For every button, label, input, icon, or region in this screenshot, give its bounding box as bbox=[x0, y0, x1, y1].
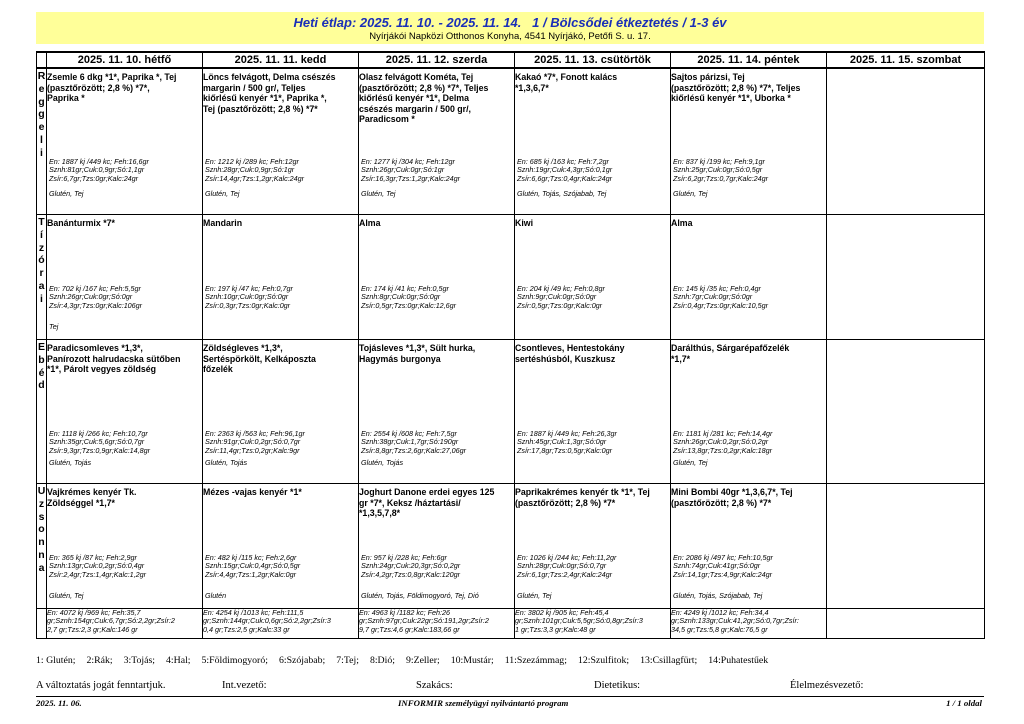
day-header-mon: 2025. 11. 10. hétfő bbox=[47, 52, 203, 68]
meal-label-letter: g bbox=[38, 108, 45, 121]
meal-label-letter: i bbox=[40, 292, 43, 305]
kitchen-address: Nyírjákói Napközi Otthonos Konyha, 4541 Nyírjákó, Petőfi S. u. 17. bbox=[369, 31, 651, 42]
allergen-text: Glutén, Tej bbox=[517, 591, 552, 600]
menu-cell bbox=[515, 484, 671, 609]
menu-cell bbox=[203, 215, 359, 340]
nutrition-text: En: 204 kj /49 kc; Feh:0,8gr Sznh:9gr;Cuk:0gr;Só:0gr Zsír:0,5gr;Tzs:0gr;Kalc:0gr bbox=[517, 284, 605, 310]
dish-text: Alma bbox=[671, 218, 693, 228]
day-header-tue: 2025. 11. 11. kedd bbox=[203, 52, 359, 68]
meal-label-letter: l bbox=[40, 133, 43, 146]
corner-cell bbox=[37, 52, 47, 68]
dish-text: Joghurt Danone erdei egyes 125 gr *7*, Keksz /háztartási/ *1,3,5,7,8* bbox=[359, 487, 495, 519]
day-header-row bbox=[37, 52, 985, 68]
allergen-text: Glutén, Tojás, Szójabab, Tej bbox=[517, 189, 607, 198]
menu-cell bbox=[203, 484, 359, 609]
allergen-text: Glutén, Tojás bbox=[361, 458, 404, 467]
dish-text: Olasz felvágott Kométa, Tej (pasztőrözött; 2,8 %) *7*, Teljes kiőrlésű kenyér *1*, Delma csészés margarin / 500 gr/, Paradicsom * bbox=[359, 72, 489, 125]
menu-cell bbox=[47, 484, 203, 609]
allergen-text: Glutén, Tej bbox=[49, 591, 84, 600]
meal-label-letter: R bbox=[37, 70, 46, 82]
meal-row-afternoon-snack bbox=[37, 484, 985, 609]
menu-cell bbox=[671, 340, 827, 484]
dish-text: Csontleves, Hentestokány sertéshúsból, Kuszkusz bbox=[515, 343, 625, 364]
meal-label-letter: z bbox=[38, 497, 45, 510]
allergen-text: Glutén, Tej bbox=[49, 189, 84, 198]
meal-label-letter: ó bbox=[38, 254, 45, 267]
legend-item: 8:Dió; bbox=[369, 655, 395, 666]
page-counter: 1 / 1 oldal bbox=[946, 698, 982, 708]
nutrition-text: En: 837 kj /199 kc; Feh:9,1gr Sznh:25gr;Cuk:0gr;Só:0,5gr Zsír:6,2gr;Tzs:0,7gr;Kalc:24gr bbox=[673, 157, 769, 183]
dish-text: Tojásleves *1,3*, Sült hurka, Hagymás burgonya bbox=[359, 343, 476, 364]
menu-cell bbox=[827, 68, 985, 215]
allergen-text: Glutén, Tojás bbox=[49, 458, 92, 467]
nutrition-text: En: 957 kj /228 kc; Feh:6gr Sznh:24gr;Cuk:20,3gr;Só:0,2gr Zsír:4,2gr;Tzs:0,8gr;Kalc:120gr bbox=[361, 553, 461, 579]
legend-item: 1: Glutén; bbox=[36, 655, 76, 666]
dish-text: Vajkrémes kenyér Tk. Zöldséggel *1,7* bbox=[47, 487, 137, 508]
nutrition-text: En: 197 kj /47 kc; Feh:0,7gr Sznh:10gr;Cuk:0gr;Só:0gr Zsír:0,3gr;Tzs:0gr;Kalc:0gr bbox=[205, 284, 293, 310]
catering-signature-label: Élelmezésvezető: bbox=[790, 680, 864, 691]
meal-label-letter: a bbox=[38, 561, 45, 574]
nutrition-text: En: 2363 kj /563 kc; Feh:96,1gr Sznh:91gr;Cuk:0,2gr;Só:0,7gr Zsír:11,4gr;Tzs:0,2gr;Kalc:9gr bbox=[205, 429, 305, 455]
nutrition-text: En: 702 kj /167 kc; Feh:5,5gr Sznh:26gr;Cuk:0gr;Só:0gr Zsír:4,3gr;Tzs:0gr;Kalc:106gr bbox=[49, 284, 143, 310]
dish-text: Mézes -vajas kenyér *1* bbox=[203, 487, 302, 497]
total-label-cell bbox=[37, 609, 47, 639]
dish-text: Paradicsomleves *1,3*, Panírozott halrudacska sütőben *1*, Párolt vegyes zöldség bbox=[47, 343, 181, 375]
dish-text: Kakaó *7*, Fonott kalács *1,3,6,7* bbox=[515, 72, 618, 93]
meal-label-letter: s bbox=[38, 510, 45, 523]
meal-label-snack bbox=[37, 215, 47, 340]
daily-total: En: 4254 kj /1013 kc; Feh:111,5 gr;Sznh:144gr;Cuk:0,6gr;Só:2,2gr;Zsír:3 0,4 gr;Tzs:2,5 gr;Kalc:33 gr bbox=[203, 609, 359, 639]
menu-cell bbox=[203, 68, 359, 215]
meal-label-letter: E bbox=[37, 341, 45, 353]
dish-text: Alma bbox=[359, 218, 381, 228]
dish-text: Zsemle 6 dkg *1*, Paprika *, Tej (pasztőrözött; 2,8 %) *7*, Paprika * bbox=[47, 72, 177, 104]
dish-text: Sajtos párizsi, Tej (pasztőrözött; 2,8 %) *7*, Teljes kiőrlésű kenyér *1*, Uborka * bbox=[671, 72, 801, 104]
dish-text bbox=[827, 215, 984, 218]
nutrition-text: En: 685 kj /163 kc; Feh:7,2gr Sznh:19gr;Cuk:4,3gr;Só:0,1gr Zsír:6,6gr;Tzs:0,4gr;Kalc:24gr bbox=[517, 157, 613, 183]
dish-text: Banánturmix *7* bbox=[47, 218, 115, 228]
day-header-thu: 2025. 11. 13. csütörtök bbox=[515, 52, 671, 68]
daily-total: En: 4072 kj /969 kc; Feh:35,7 gr;Sznh:154gr;Cuk:6,7gr;Só:2,2gr;Zsír:2 2,7 gr;Tzs:2,3 gr;Kalc:146 gr bbox=[47, 609, 203, 639]
meal-label-letter: r bbox=[39, 267, 44, 280]
legend-item: 13:Csillagfürt; bbox=[640, 655, 698, 666]
dish-text: Darálthús, Sárgarépafőzelék *1,7* bbox=[671, 343, 790, 364]
allergen-text: Glutén, Tej bbox=[673, 458, 708, 467]
menu-cell bbox=[359, 68, 515, 215]
dietitian-signature-label: Dietetikus: bbox=[594, 680, 641, 691]
dish-text bbox=[827, 340, 984, 343]
nutrition-text: En: 174 kj /41 kc; Feh:0,5gr Sznh:8gr;Cuk:0gr;Só:0gr Zsír:0,5gr;Tzs:0gr;Kalc:12,6gr bbox=[361, 284, 457, 310]
allergen-text: Glutén, Tojás bbox=[205, 458, 248, 467]
legend-item: 10:Mustár; bbox=[450, 655, 494, 666]
menu-cell bbox=[515, 215, 671, 340]
legend-item: 5:Földimogyoró; bbox=[201, 655, 268, 666]
meal-label-letter: a bbox=[38, 279, 45, 292]
nutrition-text: En: 2554 kj /608 kc; Feh:7,5gr Sznh:38gr;Cuk:1,7gr;Só:190gr Zsír:8,8gr;Tzs:2,6gr;Kalc:27,06gr bbox=[361, 429, 467, 455]
weekly-menu-table bbox=[36, 51, 985, 639]
menu-cell bbox=[827, 484, 985, 609]
program-name: INFORMIR személyügyi nyilvántartó program bbox=[398, 698, 569, 708]
legend-item: 7:Tej; bbox=[336, 655, 359, 666]
allergen-text: Glutén, Tojás, Szójabab, Tej bbox=[673, 591, 763, 600]
footer-divider bbox=[36, 696, 984, 697]
menu-cell bbox=[359, 215, 515, 340]
meal-label-letter: é bbox=[38, 366, 45, 379]
menu-cell bbox=[515, 68, 671, 215]
meal-label-letter: e bbox=[38, 82, 45, 95]
allergen-text: Tej bbox=[49, 322, 59, 331]
dish-text: Mini Bombi 40gr *1,3,6,7*, Tej (pasztőrözött; 2,8 %) *7* bbox=[671, 487, 793, 508]
nutrition-text: En: 482 kj /115 kc; Feh:2,6gr Sznh:15gr;Cuk:0,4gr;Só:0,5gr Zsír:4,4gr;Tzs:1,2gr;Kalc:0gr bbox=[205, 553, 301, 579]
nutrition-text: En: 2086 kj /497 kc; Feh:10,5gr Sznh:74gr;Cuk:41gr;Só:0gr Zsír:14,1gr;Tzs:4,9gr;Kalc:24gr bbox=[673, 553, 773, 579]
menu-cell bbox=[515, 340, 671, 484]
meal-label-breakfast bbox=[37, 68, 47, 215]
dish-text: Paprikakrémes kenyér tk *1*, Tej (pasztőrözött; 2,8 %) *7* bbox=[515, 487, 650, 508]
dish-text: Mandarin bbox=[203, 218, 243, 228]
allergen-text: Glutén, Tej bbox=[673, 189, 708, 198]
header-banner bbox=[36, 12, 984, 44]
head-signature-label: Int.vezető: bbox=[222, 680, 267, 691]
dish-text bbox=[827, 69, 984, 72]
menu-cell bbox=[47, 215, 203, 340]
menu-cell bbox=[47, 340, 203, 484]
daily-total: En: 3802 kj /905 kc; Feh:45,4 gr;Sznh:101gr;Cuk:5,5gr;Só:0,8gr;Zsír:3 1 gr;Tzs:3,3 gr;Kalc:48 gr bbox=[515, 609, 671, 639]
dish-text: Zöldségleves *1,3*, Sertéspörkölt, Kelkáposzta főzelék bbox=[203, 343, 316, 375]
meal-label-letter: z bbox=[38, 241, 45, 254]
legend-item: 2:Rák; bbox=[86, 655, 113, 666]
daily-total: En: 4963 kj /1182 kc; Feh:26 gr;Sznh:97gr;Cuk:22gr;Só:191,2gr;Zsír:2 9,7 gr;Tzs:4,6 gr;Kalc:183,66 gr bbox=[359, 609, 515, 639]
menu-cell bbox=[827, 215, 985, 340]
rights-note: A változtatás jogát fenntartjuk. bbox=[36, 680, 166, 691]
meal-label-letter: i bbox=[40, 146, 43, 159]
meal-label-letter: T bbox=[38, 216, 45, 228]
daily-total: En: 4249 kj /1012 kc; Feh:34,4 gr;Sznh:133gr;Cuk:41,2gr;Só:0,7gr;Zsír: 34,5 gr;Tzs:5,8 gr;Kalc:76,5 gr bbox=[671, 609, 827, 639]
meal-label-letter: b bbox=[38, 353, 45, 366]
menu-cell bbox=[47, 68, 203, 215]
nutrition-text: En: 1212 kj /289 kc; Feh:12gr Sznh:28gr;Cuk:0,9gr;Só:1gr Zsír:14,4gr;Tzs:1,2gr;Kalc:24gr bbox=[205, 157, 305, 183]
menu-cell bbox=[671, 484, 827, 609]
menu-cell bbox=[203, 340, 359, 484]
dish-text: Löncs felvágott, Delma csészés margarin / 500 gr/, Teljes kiőrlésű kenyér *1*, Paprika *, Tej (pasztőrözött; 2,8 %) *7* bbox=[203, 72, 336, 114]
dish-text bbox=[827, 484, 984, 487]
dish-text: Kiwi bbox=[515, 218, 534, 228]
legend-item: 9:Zeller; bbox=[405, 655, 440, 666]
meal-label-letter: o bbox=[38, 523, 45, 536]
meal-label-letter: n bbox=[38, 548, 45, 561]
nutrition-text: En: 1181 kj /281 kc; Feh:14,4gr Sznh:26gr;Cuk:0,2gr;Só:0,2gr Zsír:13,8gr;Tzs:0,2gr;Kalc:18gr bbox=[673, 429, 773, 455]
meal-label-letter: g bbox=[38, 95, 45, 108]
menu-cell bbox=[671, 215, 827, 340]
nutrition-text: En: 1887 kj /449 kc; Feh:26,3gr Sznh:45gr;Cuk:1,3gr;Só:0gr Zsír:17,8gr;Tzs:0,5gr;Kalc:0gr bbox=[517, 429, 617, 455]
menu-cell bbox=[359, 484, 515, 609]
legend-item: 4:Hal; bbox=[166, 655, 191, 666]
allergen-text: Glutén, Tej bbox=[361, 189, 396, 198]
page-footer bbox=[36, 698, 984, 710]
legend-item: 3:Tojás; bbox=[123, 655, 156, 666]
meal-label-letter: U bbox=[37, 485, 46, 497]
meal-row-lunch bbox=[37, 340, 985, 484]
meal-label-lunch bbox=[37, 340, 47, 484]
meal-row-breakfast bbox=[37, 68, 985, 215]
nutrition-text: En: 1026 kj /244 kc; Feh:11,2gr Sznh:28gr;Cuk:0gr;Só:0,7gr Zsír:6,1gr;Tzs:2,4gr;Kalc:24gr bbox=[517, 553, 617, 579]
legend-item: 12:Szulfitok; bbox=[577, 655, 630, 666]
page-title: Heti étlap: 2025. 11. 10. - 2025. 11. 14. 1 / Bölcsődei étkeztetés / 1-3 év bbox=[293, 15, 727, 30]
meal-label-letter: d bbox=[38, 379, 45, 392]
nutrition-text: En: 1118 kj /266 kc; Feh:10,7gr Sznh:35gr;Cuk:5,6gr;Só:0,7gr Zsír:9,3gr;Tzs:0,9gr;Kalc:14,8gr bbox=[49, 429, 151, 455]
meal-label-letter: í bbox=[40, 228, 43, 241]
print-date: 2025. 11. 06. bbox=[36, 698, 82, 708]
legend-item: 14:Puhatestűek bbox=[708, 655, 769, 666]
day-header-wed: 2025. 11. 12. szerda bbox=[359, 52, 515, 68]
meal-label-letter: e bbox=[38, 121, 45, 134]
signature-row bbox=[36, 680, 984, 694]
allergen-text: Glutén, Tej bbox=[205, 189, 240, 198]
day-header-fri: 2025. 11. 14. péntek bbox=[671, 52, 827, 68]
day-header-sat: 2025. 11. 15. szombat bbox=[827, 52, 985, 68]
allergen-legend bbox=[36, 655, 779, 666]
legend-item: 11:Szezámmag; bbox=[504, 655, 567, 666]
legend-item: 6:Szójabab; bbox=[278, 655, 326, 666]
daily-total bbox=[827, 609, 985, 639]
menu-cell bbox=[827, 340, 985, 484]
allergen-text: Glutén, Tojás, Földimogyoró, Tej, Dió bbox=[361, 591, 479, 600]
menu-cell bbox=[671, 68, 827, 215]
meal-row-snack bbox=[37, 215, 985, 340]
daily-total-row bbox=[37, 609, 985, 639]
nutrition-text: En: 145 kj /35 kc; Feh:0,4gr Sznh:7gr;Cuk:0gr;Só:0gr Zsír:0,4gr;Tzs:0gr;Kalc:10,5gr bbox=[673, 284, 769, 310]
menu-cell bbox=[359, 340, 515, 484]
meal-label-letter: n bbox=[38, 536, 45, 549]
nutrition-text: En: 1887 kj /449 kc; Feh:16,6gr Sznh:81gr;Cuk:0,9gr;Só:1,1gr Zsír:6,7gr;Tzs:0gr;Kalc:24gr bbox=[49, 157, 149, 183]
chef-signature-label: Szakács: bbox=[416, 680, 453, 691]
nutrition-text: En: 1277 kj /304 kc; Feh:12gr Sznh:26gr;Cuk:0gr;Só:1gr Zsír:16,3gr;Tzs:1,2gr;Kalc:24gr bbox=[361, 157, 461, 183]
nutrition-text: En: 365 kj /87 kc; Feh:2,9gr Sznh:13gr;Cuk:0,2gr;Só:0,4gr Zsír:2,4gr;Tzs:1,4gr;Kalc:1,2gr bbox=[49, 553, 147, 579]
allergen-text: Glutén bbox=[205, 591, 227, 600]
meal-label-afternoon-snack bbox=[37, 484, 47, 609]
